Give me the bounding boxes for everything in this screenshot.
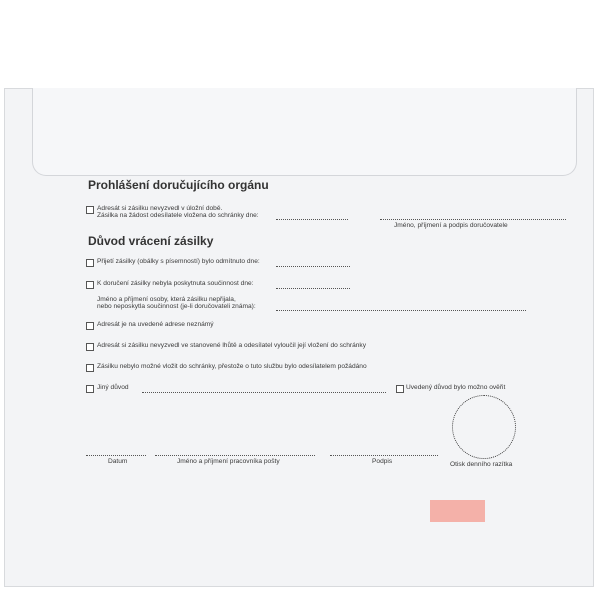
no-cooperation-date-field[interactable] (276, 288, 350, 289)
stamp-label: Otisk denního razítka (450, 461, 513, 468)
clerk-name-field[interactable] (155, 455, 315, 456)
declaration-line1: Adresát si zásilku nevyzvedl v úložní době. (97, 205, 223, 212)
unknown-address-checkbox[interactable] (86, 322, 94, 330)
courier-signature-label: Jméno, příjmení a podpis doručovatele (394, 222, 508, 229)
declaration-heading: Prohlášení doručujícího orgánu (88, 178, 269, 192)
other-reason-checkbox[interactable] (86, 385, 94, 393)
mailbox-impossible-label: Zásilku nebylo možné vložit do schránky, přestože o tuto službu bylo odesílatelem požádáno (97, 363, 367, 370)
other-reason-label: Jiný důvod (97, 384, 129, 391)
verify-label: Uvedený důvod bylo možno ověřit (406, 384, 506, 391)
declaration-checkbox[interactable] (86, 206, 94, 214)
refused-label: Přijetí zásilky (obálky s písemností) bylo odmítnuto dne: (97, 258, 260, 265)
other-reason-field[interactable] (142, 392, 386, 393)
clerk-label: Jméno a příjmení pracovníka pošty (177, 458, 280, 465)
no-cooperation-note1: Jméno a příjmení osoby, která zásilku nepřijala, (97, 296, 236, 303)
refused-date-field[interactable] (276, 266, 350, 267)
reasons-heading: Důvod vrácení zásilky (88, 234, 214, 248)
declaration-date-field[interactable] (276, 219, 348, 220)
no-cooperation-checkbox[interactable] (86, 281, 94, 289)
no-cooperation-note2: nebo neposkytla součinnost (je-li doručovateli známa): (97, 303, 256, 310)
not-collected-label: Adresát si zásilku nevyzvedl ve stanovené lhůtě a odesílatel vyloučil její vložení do schránky (97, 342, 367, 349)
not-collected-checkbox[interactable] (86, 343, 94, 351)
no-cooperation-label: K doručení zásilky nebyla poskytnuta součinnost dne: (97, 280, 254, 287)
unknown-address-label: Adresát je na uvedené adrese neznámý (97, 321, 214, 328)
stamp-circle (452, 395, 516, 459)
barcode-strip (430, 500, 485, 522)
date-field[interactable] (86, 455, 146, 456)
person-name-field[interactable] (276, 310, 526, 311)
mailbox-impossible-checkbox[interactable] (86, 364, 94, 372)
date-label: Datum (108, 458, 128, 465)
refused-checkbox[interactable] (86, 259, 94, 267)
signature-field[interactable] (330, 455, 438, 456)
verify-checkbox[interactable] (396, 385, 404, 393)
declaration-line2: Zásilka na žádost odesílatele vložena do schránky dne: (97, 212, 259, 219)
courier-signature-field[interactable] (380, 219, 566, 220)
signature-label: Podpis (372, 458, 393, 465)
